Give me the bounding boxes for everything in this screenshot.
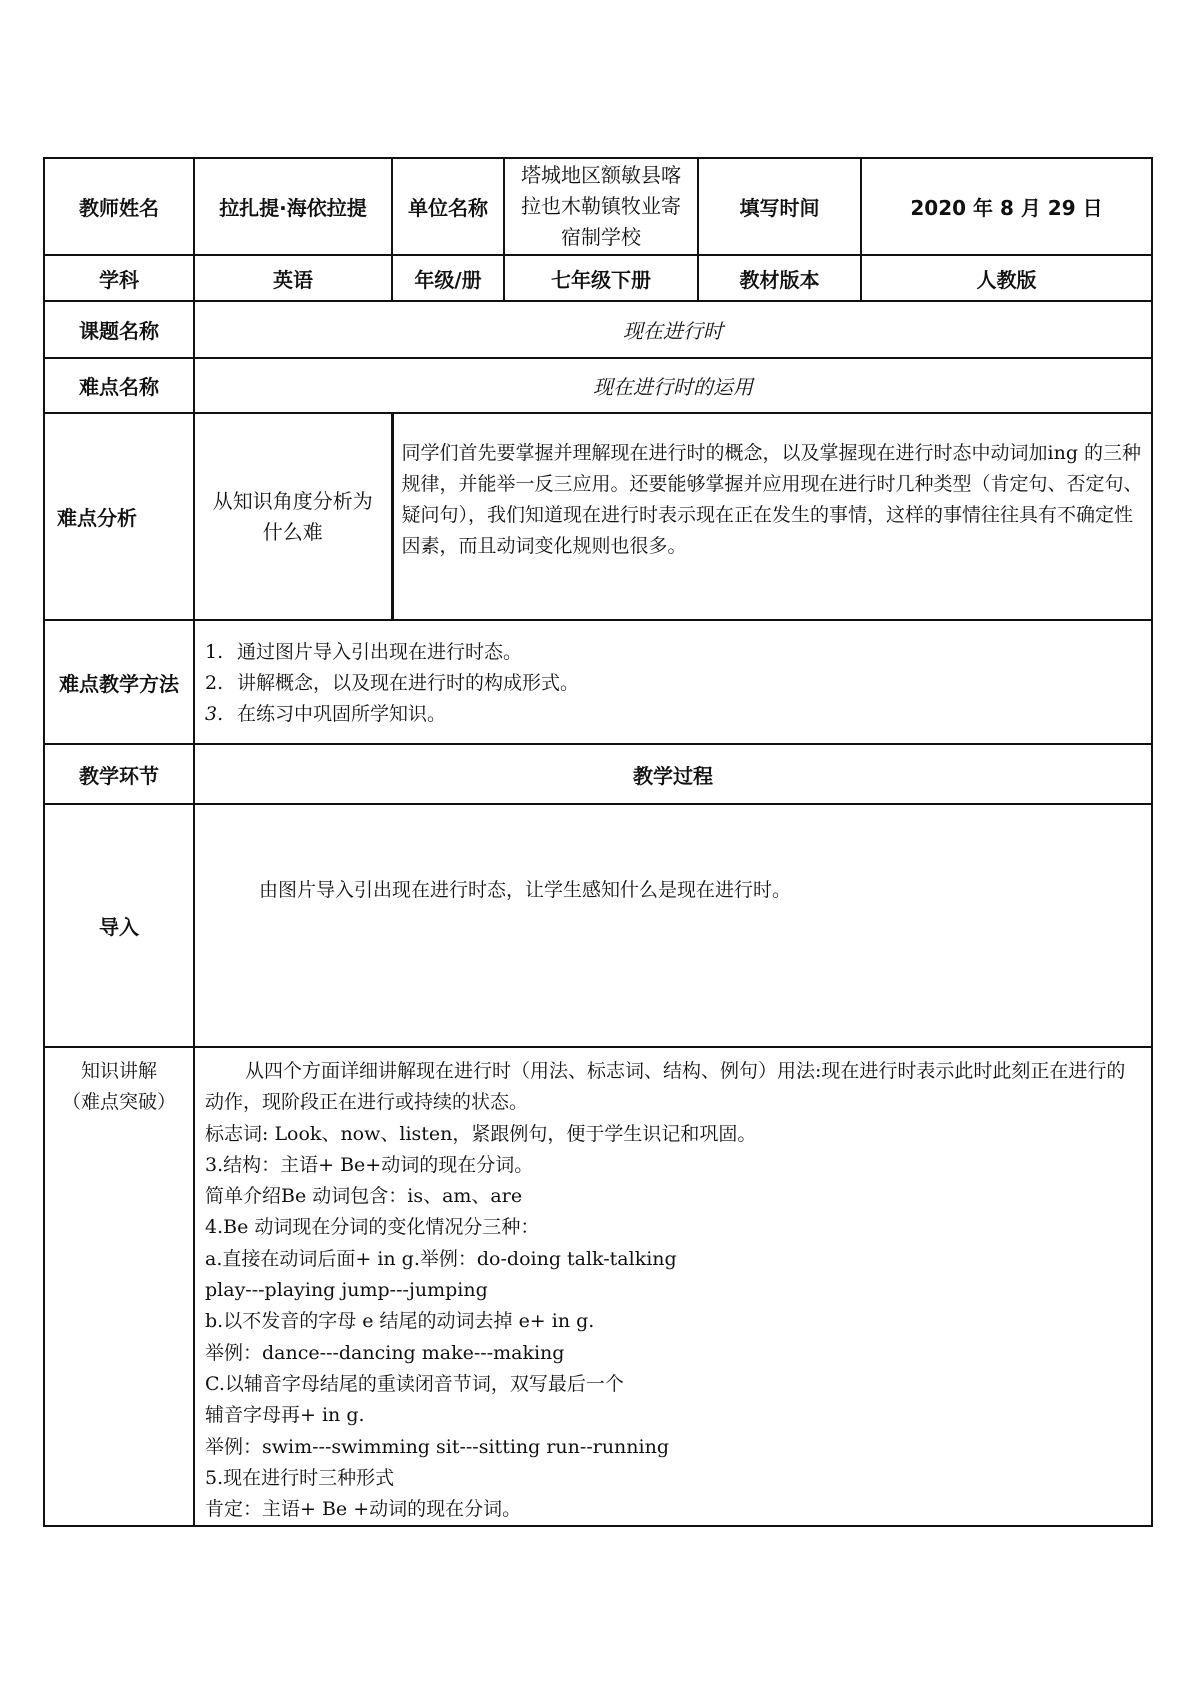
- analysis-label: 难点分析: [44, 413, 194, 620]
- difficulty-label: 难点名称: [44, 358, 194, 413]
- knowledge-label-line1: 知识讲解: [80, 1060, 157, 1082]
- knowledge-line: 简单介绍Be 动词包含：is、am、are: [205, 1185, 523, 1208]
- topic-value: 现在进行时: [194, 301, 1152, 358]
- unit-name-value: 塔城地区额敏县喀拉也木勒镇牧业寄宿制学校: [504, 158, 698, 255]
- edition-label: 教材版本: [698, 255, 861, 301]
- knowledge-line: b.以不发音的字母 e 结尾的动词去掉 e+ in g.: [205, 1310, 595, 1333]
- method-item-text: 在练习中巩固所学知识。: [237, 703, 447, 725]
- row-knowledge: [44, 1047, 1152, 1526]
- knowledge-line: 标志词: Look、now、listen，紧跟例句，便于学生识记和巩固。: [205, 1122, 757, 1145]
- methods-cell: [194, 620, 1152, 744]
- knowledge-line: a.直接在动词后面+ in g.举例：do-doing talk-talking: [205, 1247, 677, 1270]
- method-item: [205, 699, 1151, 730]
- knowledge-line: 5.现在进行时三种形式: [205, 1466, 395, 1489]
- grade-label: 年级/册: [392, 255, 504, 301]
- method-item: [205, 668, 1151, 699]
- analysis-sub-label: [194, 413, 392, 620]
- method-item-text: 讲解概念，以及现在进行时的构成形式。: [237, 672, 580, 694]
- row-difficulty: [44, 358, 1152, 413]
- lesson-plan-table: [43, 157, 1153, 1527]
- knowledge-line: 4.Be 动词现在分词的变化情况分三种：: [205, 1216, 540, 1239]
- intro-cell: [194, 804, 1152, 1047]
- intro-label: 导入: [44, 804, 194, 1047]
- method-item-text: 通过图片导入引出现在进行时态。: [237, 641, 523, 663]
- subject-value: 英语: [194, 255, 392, 301]
- process-section-label: 教学环节: [44, 744, 194, 804]
- teacher-name-value: 拉扎提·海依拉提: [194, 158, 392, 255]
- topic-label: 课题名称: [44, 301, 194, 358]
- methods-list: [195, 637, 1151, 730]
- methods-label: 难点教学方法: [44, 620, 194, 744]
- edition-value: 人教版: [861, 255, 1152, 301]
- method-item-num: 2.: [205, 672, 224, 694]
- knowledge-line: 举例：dance---dancing make---making: [205, 1341, 565, 1364]
- knowledge-line: 辅音字母再+ in g.: [205, 1404, 365, 1427]
- unit-name-label: 单位名称: [392, 158, 504, 255]
- intro-text: 由图片导入引出现在进行时态，让学生感知什么是现在进行时。: [259, 879, 792, 901]
- row-process-header: [44, 744, 1152, 804]
- knowledge-line: 肯定：主语+ Be +动词的现在分词。: [205, 1498, 522, 1521]
- teacher-name-label: 教师姓名: [44, 158, 194, 255]
- row-intro: [44, 804, 1152, 1047]
- method-item-num: 1.: [205, 641, 224, 663]
- method-item-num: 3.: [205, 703, 224, 725]
- grade-value: 七年级下册: [504, 255, 698, 301]
- process-header-value: 教学过程: [194, 744, 1152, 804]
- knowledge-label: [44, 1047, 194, 1526]
- row-teacher-info: [44, 158, 1152, 255]
- method-item: [205, 637, 1151, 668]
- difficulty-value: 现在进行时的运用: [194, 358, 1152, 413]
- row-topic: [44, 301, 1152, 358]
- row-subject-info: [44, 255, 1152, 301]
- analysis-text-cell: [392, 413, 1152, 620]
- knowledge-line: 3.结构：主语+ Be+动词的现在分词。: [205, 1153, 534, 1176]
- knowledge-line: C.以辅音字母结尾的重读闭音节词，双写最后一个: [205, 1372, 624, 1395]
- analysis-text: 同学们首先要掌握并理解现在进行时的概念，以及掌握现在进行时态中动词加ing 的三种规律，并能举一反三应用。还要能够掌握并应用现在进行时几种类型（肯定句、否定句、疑问句），我们知道现在进行时表示现在正在发生的事情，这样的事情往往具有不确定性因素，而且动词变化规则也很多。: [401, 442, 1143, 557]
- knowledge-line: 举例：swim---swimming sit---sitting run--running: [205, 1435, 670, 1458]
- knowledge-body: [194, 1047, 1152, 1526]
- fill-date-label: 填写时间: [698, 158, 861, 255]
- analysis-sub-label-text: 从知识角度分析为什么难: [212, 488, 373, 544]
- knowledge-line: play---playing jump---jumping: [205, 1279, 488, 1302]
- row-analysis: [44, 413, 1152, 620]
- fill-date-value: 2020 年 8 月 29 日: [861, 158, 1152, 255]
- row-methods: [44, 620, 1152, 744]
- knowledge-line: 从四个方面详细讲解现在进行时（用法、标志词、结构、例句）用法:现在进行时表示此时此刻正在进行的动作，现阶段正在进行或持续的状态。: [205, 1060, 1126, 1114]
- subject-label: 学科: [44, 255, 194, 301]
- knowledge-label-line2: （难点突破）: [61, 1091, 176, 1113]
